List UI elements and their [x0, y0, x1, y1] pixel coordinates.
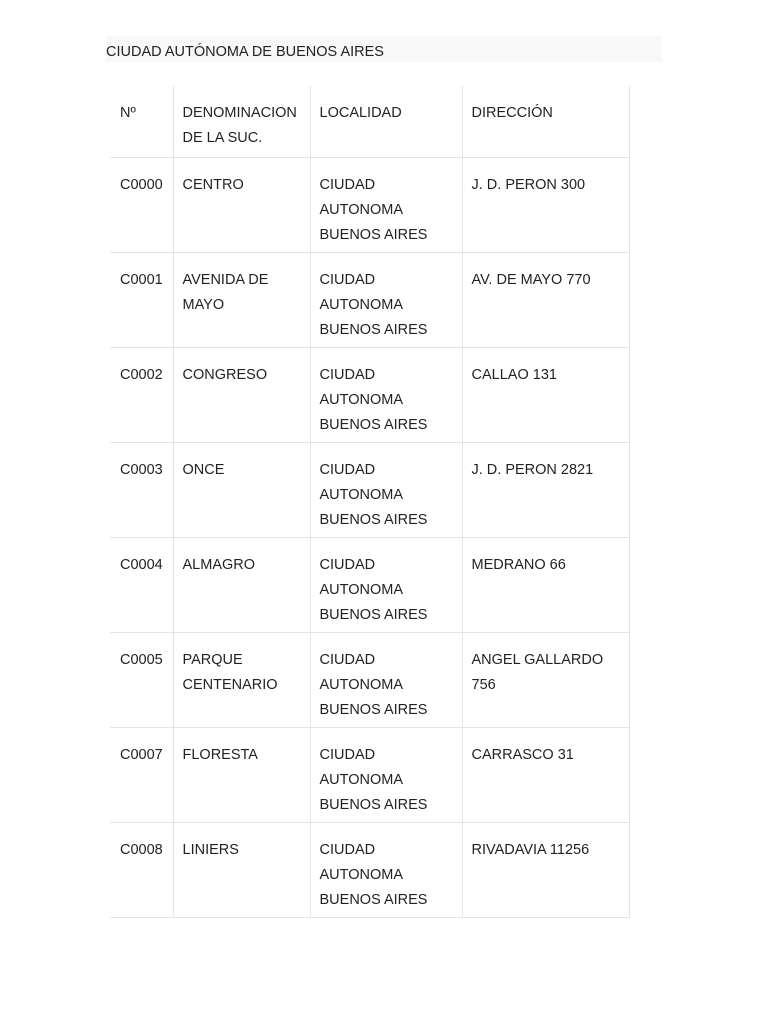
- cell-localidad-line: AUTONOMA: [319, 391, 404, 408]
- cell-direccion-line: J. D. PERON 300: [471, 176, 586, 193]
- cell-denominacion: [173, 157, 310, 252]
- cell-numero: C0004: [110, 537, 173, 632]
- cell-direccion: [462, 537, 629, 632]
- cell-denominacion: [173, 442, 310, 537]
- cell-direccion: [462, 822, 629, 917]
- cell-localidad: [310, 347, 462, 442]
- table-row: [110, 252, 629, 347]
- cell-localidad-line: AUTONOMA: [319, 866, 404, 883]
- cell-localidad-line: CIUDAD: [319, 461, 376, 478]
- cell-denominacion-line: CENTENARIO: [182, 676, 278, 693]
- cell-direccion-line: 756: [471, 676, 496, 693]
- cell-localidad-line: AUTONOMA: [319, 676, 404, 693]
- header-cell-direccion-line: DIRECCIÓN: [471, 105, 553, 121]
- cell-localidad-line: AUTONOMA: [319, 581, 404, 598]
- cell-denominacion-line: AVENIDA DE: [182, 271, 269, 288]
- cell-localidad-line: CIUDAD: [319, 176, 376, 193]
- cell-direccion: [462, 347, 629, 442]
- cell-denominacion: [173, 347, 310, 442]
- cell-localidad-line: CIUDAD: [319, 651, 376, 668]
- cell-denominacion-line: ONCE: [182, 461, 225, 478]
- cell-denominacion-line: PARQUE: [182, 651, 243, 668]
- cell-numero: C0001: [110, 252, 173, 347]
- cell-denominacion: [173, 537, 310, 632]
- cell-localidad: [310, 157, 462, 252]
- page-heading: CIUDAD AUTÓNOMA DE BUENOS AIRES: [106, 36, 662, 62]
- cell-denominacion-line: FLORESTA: [182, 746, 258, 763]
- cell-localidad: [310, 442, 462, 537]
- cell-localidad-line: BUENOS AIRES: [319, 606, 428, 623]
- table-row: [110, 727, 629, 822]
- cell-direccion-line: MEDRANO 66: [471, 556, 566, 573]
- cell-numero: C0005: [110, 632, 173, 727]
- header-cell-denominacion: [173, 86, 310, 157]
- cell-direccion: [462, 632, 629, 727]
- cell-denominacion-line: CENTRO: [182, 176, 244, 193]
- cell-localidad-line: BUENOS AIRES: [319, 891, 428, 908]
- cell-localidad-line: AUTONOMA: [319, 771, 404, 788]
- cell-direccion-line: CALLAO 131: [471, 366, 557, 383]
- cell-localidad-line: AUTONOMA: [319, 296, 404, 313]
- cell-localidad-line: AUTONOMA: [319, 201, 404, 218]
- cell-denominacion-line: MAYO: [182, 296, 225, 313]
- cell-numero: C0000: [110, 157, 173, 252]
- cell-localidad-line: CIUDAD: [319, 746, 376, 763]
- cell-numero: C0008: [110, 822, 173, 917]
- cell-localidad-line: CIUDAD: [319, 366, 376, 383]
- cell-direccion-line: AV. DE MAYO 770: [471, 271, 591, 288]
- cell-denominacion: [173, 727, 310, 822]
- table-row: [110, 157, 629, 252]
- cell-numero: C0003: [110, 442, 173, 537]
- cell-localidad: [310, 632, 462, 727]
- cell-direccion: [462, 252, 629, 347]
- cell-direccion: [462, 157, 629, 252]
- header-cell-localidad: [310, 86, 462, 157]
- header-cell-direccion: [462, 86, 629, 157]
- header-cell-denominacion-line: DE LA SUC.: [182, 130, 263, 146]
- cell-direccion-line: CARRASCO 31: [471, 746, 574, 763]
- header-cell-numero: [110, 86, 173, 157]
- cell-localidad-line: BUENOS AIRES: [319, 701, 428, 718]
- table-header-row: [110, 86, 629, 157]
- branches-table-container: [110, 86, 630, 918]
- branches-table-body: [110, 86, 629, 917]
- cell-denominacion: [173, 822, 310, 917]
- cell-localidad-line: BUENOS AIRES: [319, 511, 428, 528]
- table-row: [110, 632, 629, 727]
- cell-localidad: [310, 537, 462, 632]
- cell-localidad-line: BUENOS AIRES: [319, 796, 428, 813]
- cell-localidad-line: CIUDAD: [319, 271, 376, 288]
- table-row: [110, 822, 629, 917]
- cell-denominacion: [173, 252, 310, 347]
- cell-localidad-line: CIUDAD: [319, 841, 376, 858]
- header-cell-numero-line: Nº: [120, 105, 136, 121]
- cell-numero: C0002: [110, 347, 173, 442]
- cell-localidad-line: BUENOS AIRES: [319, 416, 428, 433]
- table-row: [110, 537, 629, 632]
- cell-direccion-line: ANGEL GALLARDO: [471, 651, 604, 668]
- table-row: [110, 347, 629, 442]
- cell-localidad-line: BUENOS AIRES: [319, 226, 428, 243]
- cell-localidad: [310, 252, 462, 347]
- cell-localidad: [310, 822, 462, 917]
- cell-denominacion-line: LINIERS: [182, 841, 239, 858]
- cell-denominacion: [173, 632, 310, 727]
- cell-localidad-line: CIUDAD: [319, 556, 376, 573]
- header-cell-denominacion-line: DENOMINACION: [182, 105, 297, 121]
- cell-localidad: [310, 727, 462, 822]
- cell-localidad-line: BUENOS AIRES: [319, 321, 428, 338]
- cell-denominacion-line: CONGRESO: [182, 366, 268, 383]
- cell-denominacion-line: ALMAGRO: [182, 556, 256, 573]
- cell-direccion: [462, 442, 629, 537]
- header-cell-localidad-line: LOCALIDAD: [319, 105, 402, 121]
- table-row: [110, 442, 629, 537]
- cell-localidad-line: AUTONOMA: [319, 486, 404, 503]
- cell-direccion: [462, 727, 629, 822]
- cell-direccion-line: J. D. PERON 2821: [471, 461, 594, 478]
- branches-table: [110, 86, 630, 918]
- cell-numero: C0007: [110, 727, 173, 822]
- cell-direccion-line: RIVADAVIA 11256: [471, 841, 590, 858]
